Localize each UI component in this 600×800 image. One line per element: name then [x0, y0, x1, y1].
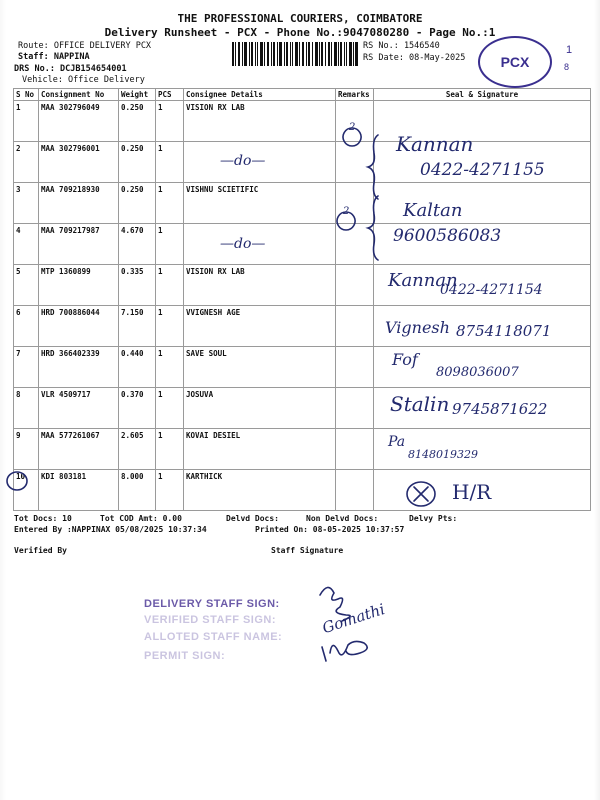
brace-2 [368, 196, 378, 260]
delivery-points: Delvy Pts: [409, 514, 458, 523]
cell-consignee: VISION RX LAB [184, 265, 336, 306]
cell-weight: 4.670 [119, 224, 156, 265]
stamp-permit-sign: PERMIT SIGN: [144, 650, 226, 662]
printed-on: Printed On: 08-05-2025 10:37:57 [255, 525, 405, 534]
cell-sno: 1 [14, 101, 39, 142]
company-title: THE PROFESSIONAL COURIERS, COIMBATORE [177, 12, 423, 25]
remark-mark-3: 2 [343, 206, 350, 217]
ditto-row-2: —do— [220, 153, 266, 169]
cell-sno: 9 [14, 429, 39, 470]
cell-sno: 2 [14, 142, 39, 183]
staff-signature-label: Staff Signature [271, 546, 344, 555]
cell-consignee: JOSUVA [184, 388, 336, 429]
phone-row-3: 9600586083 [393, 226, 502, 246]
signature-row-7: Fof [392, 350, 418, 369]
cell-pcs: 1 [156, 101, 184, 142]
col-sno: S No [14, 89, 39, 101]
cell-weight: 0.440 [119, 347, 156, 388]
phone-row-1: 0422-4271155 [420, 160, 545, 180]
cell-weight: 0.250 [119, 183, 156, 224]
phone-row-7: 8098036007 [436, 365, 519, 380]
cell-consignment: MTP 1360899 [39, 265, 119, 306]
cell-consignee: VISHNU SCIETIFIC [184, 183, 336, 224]
cell-pcs: 1 [156, 142, 184, 183]
drs-label: DRS No.: DCJB154654001 [14, 64, 127, 74]
cell-pcs: 1 [156, 470, 184, 511]
cell-pcs: 1 [156, 347, 184, 388]
cell-pcs: 1 [156, 306, 184, 347]
delivered-docs: Delvd Docs: [226, 514, 279, 523]
signature-row-6: Vignesh [385, 318, 450, 337]
entered-by: Entered By :NAPPINAX 05/08/2025 10:37:34 [14, 525, 207, 534]
phone-row-8: 9745871622 [452, 400, 548, 418]
cell-pcs: 1 [156, 183, 184, 224]
col-remarks: Remarks [336, 89, 374, 101]
cell-consignee: VVIGNESH AGE [184, 306, 336, 347]
cell-sno: 8 [14, 388, 39, 429]
cell-sno: 7 [14, 347, 39, 388]
cell-sno: 6 [14, 306, 39, 347]
cell-consignment: MAA 577261067 [39, 429, 119, 470]
cell-consignment: MAA 709218930 [39, 183, 119, 224]
signature-row-5: Kannan [388, 270, 458, 291]
cell-consignee: KARTHICK [184, 470, 336, 511]
cell-weight: 0.370 [119, 388, 156, 429]
page-mark-top: 1 [566, 44, 573, 56]
signature-row-10: H/R [452, 480, 492, 504]
signature-row-3: Kaltan [403, 200, 463, 221]
cell-sno: 10 [14, 470, 39, 511]
cell-pcs: 1 [156, 388, 184, 429]
phone-row-6: 8754118071 [456, 322, 552, 340]
cell-consignment: HRD 700886044 [39, 306, 119, 347]
cell-consignment: KDI 803181 [39, 470, 119, 511]
col-pcs: PCS [156, 89, 184, 101]
col-consignee: Consignee Details [184, 89, 336, 101]
remark-mark-1: 2 [349, 122, 356, 133]
brace-1 [368, 135, 378, 199]
cell-sno: 4 [14, 224, 39, 265]
cell-weight: 2.605 [119, 429, 156, 470]
runsheet-subtitle: Delivery Runsheet - PCX - Phone No.:9047080280 - Page No.:1 [104, 26, 496, 39]
staff-label: Staff: NAPPINA [18, 52, 90, 62]
total-cod: Tot COD Amt: 0.00 [100, 514, 182, 523]
cell-consignment: MAA 709217987 [39, 224, 119, 265]
rs-date: RS Date: 08-May-2025 [363, 53, 466, 63]
signature-row-8: Stalin [390, 392, 450, 416]
cell-consignment: MAA 302796001 [39, 142, 119, 183]
phone-row-5: 0422-4271154 [440, 282, 543, 298]
stamp-delivery-staff-sign: DELIVERY STAFF SIGN: [144, 598, 280, 610]
cell-weight: 0.250 [119, 142, 156, 183]
total-docs: Tot Docs: 10 [14, 514, 72, 523]
cell-pcs: 1 [156, 224, 184, 265]
cell-weight: 0.250 [119, 101, 156, 142]
cell-weight: 0.335 [119, 265, 156, 306]
staff-name-handwritten: Gomathi [320, 600, 388, 638]
col-signature: Seal & Signature [374, 89, 591, 101]
phone-row-9: 8148019329 [408, 448, 478, 461]
x-mark-10 [414, 487, 428, 501]
route-label: Route: OFFICE DELIVERY PCX [18, 41, 152, 51]
vehicle-label: Vehicle: Office Delivery [22, 75, 145, 85]
page-mark-bottom: 8 [564, 62, 570, 72]
cell-consignee: KOVAI DESIEL [184, 429, 336, 470]
cell-sno: 5 [14, 265, 39, 306]
rs-number: RS No.: 1546540 [363, 41, 440, 51]
signature-row-1: Kannan [396, 132, 474, 156]
cell-consignment: VLR 4509717 [39, 388, 119, 429]
cell-pcs: 1 [156, 265, 184, 306]
verified-by: Verified By [14, 546, 67, 555]
signature-row-9: Pa [388, 434, 406, 450]
cell-pcs: 1 [156, 429, 184, 470]
cell-sno: 3 [14, 183, 39, 224]
stamp-verified-staff-sign: VERIFIED STAFF SIGN: [144, 614, 277, 626]
cell-weight: 7.150 [119, 306, 156, 347]
col-weight: Weight [119, 89, 156, 101]
pcx-stamp: PCX [478, 36, 552, 88]
cell-consignment: MAA 302796049 [39, 101, 119, 142]
cell-consignment: HRD 366402339 [39, 347, 119, 388]
circle-row-10 [7, 472, 27, 490]
stamp-alloted-staff-name: ALLOTED STAFF NAME: [144, 631, 283, 643]
cell-consignee: VISION RX LAB [184, 101, 336, 142]
cell-consignee: SAVE SOUL [184, 347, 336, 388]
non-delivered-docs: Non Delvd Docs: [306, 514, 379, 523]
cell-weight: 8.000 [119, 470, 156, 511]
ditto-row-4: —do— [220, 236, 266, 252]
col-consignment: Consignment No [39, 89, 119, 101]
